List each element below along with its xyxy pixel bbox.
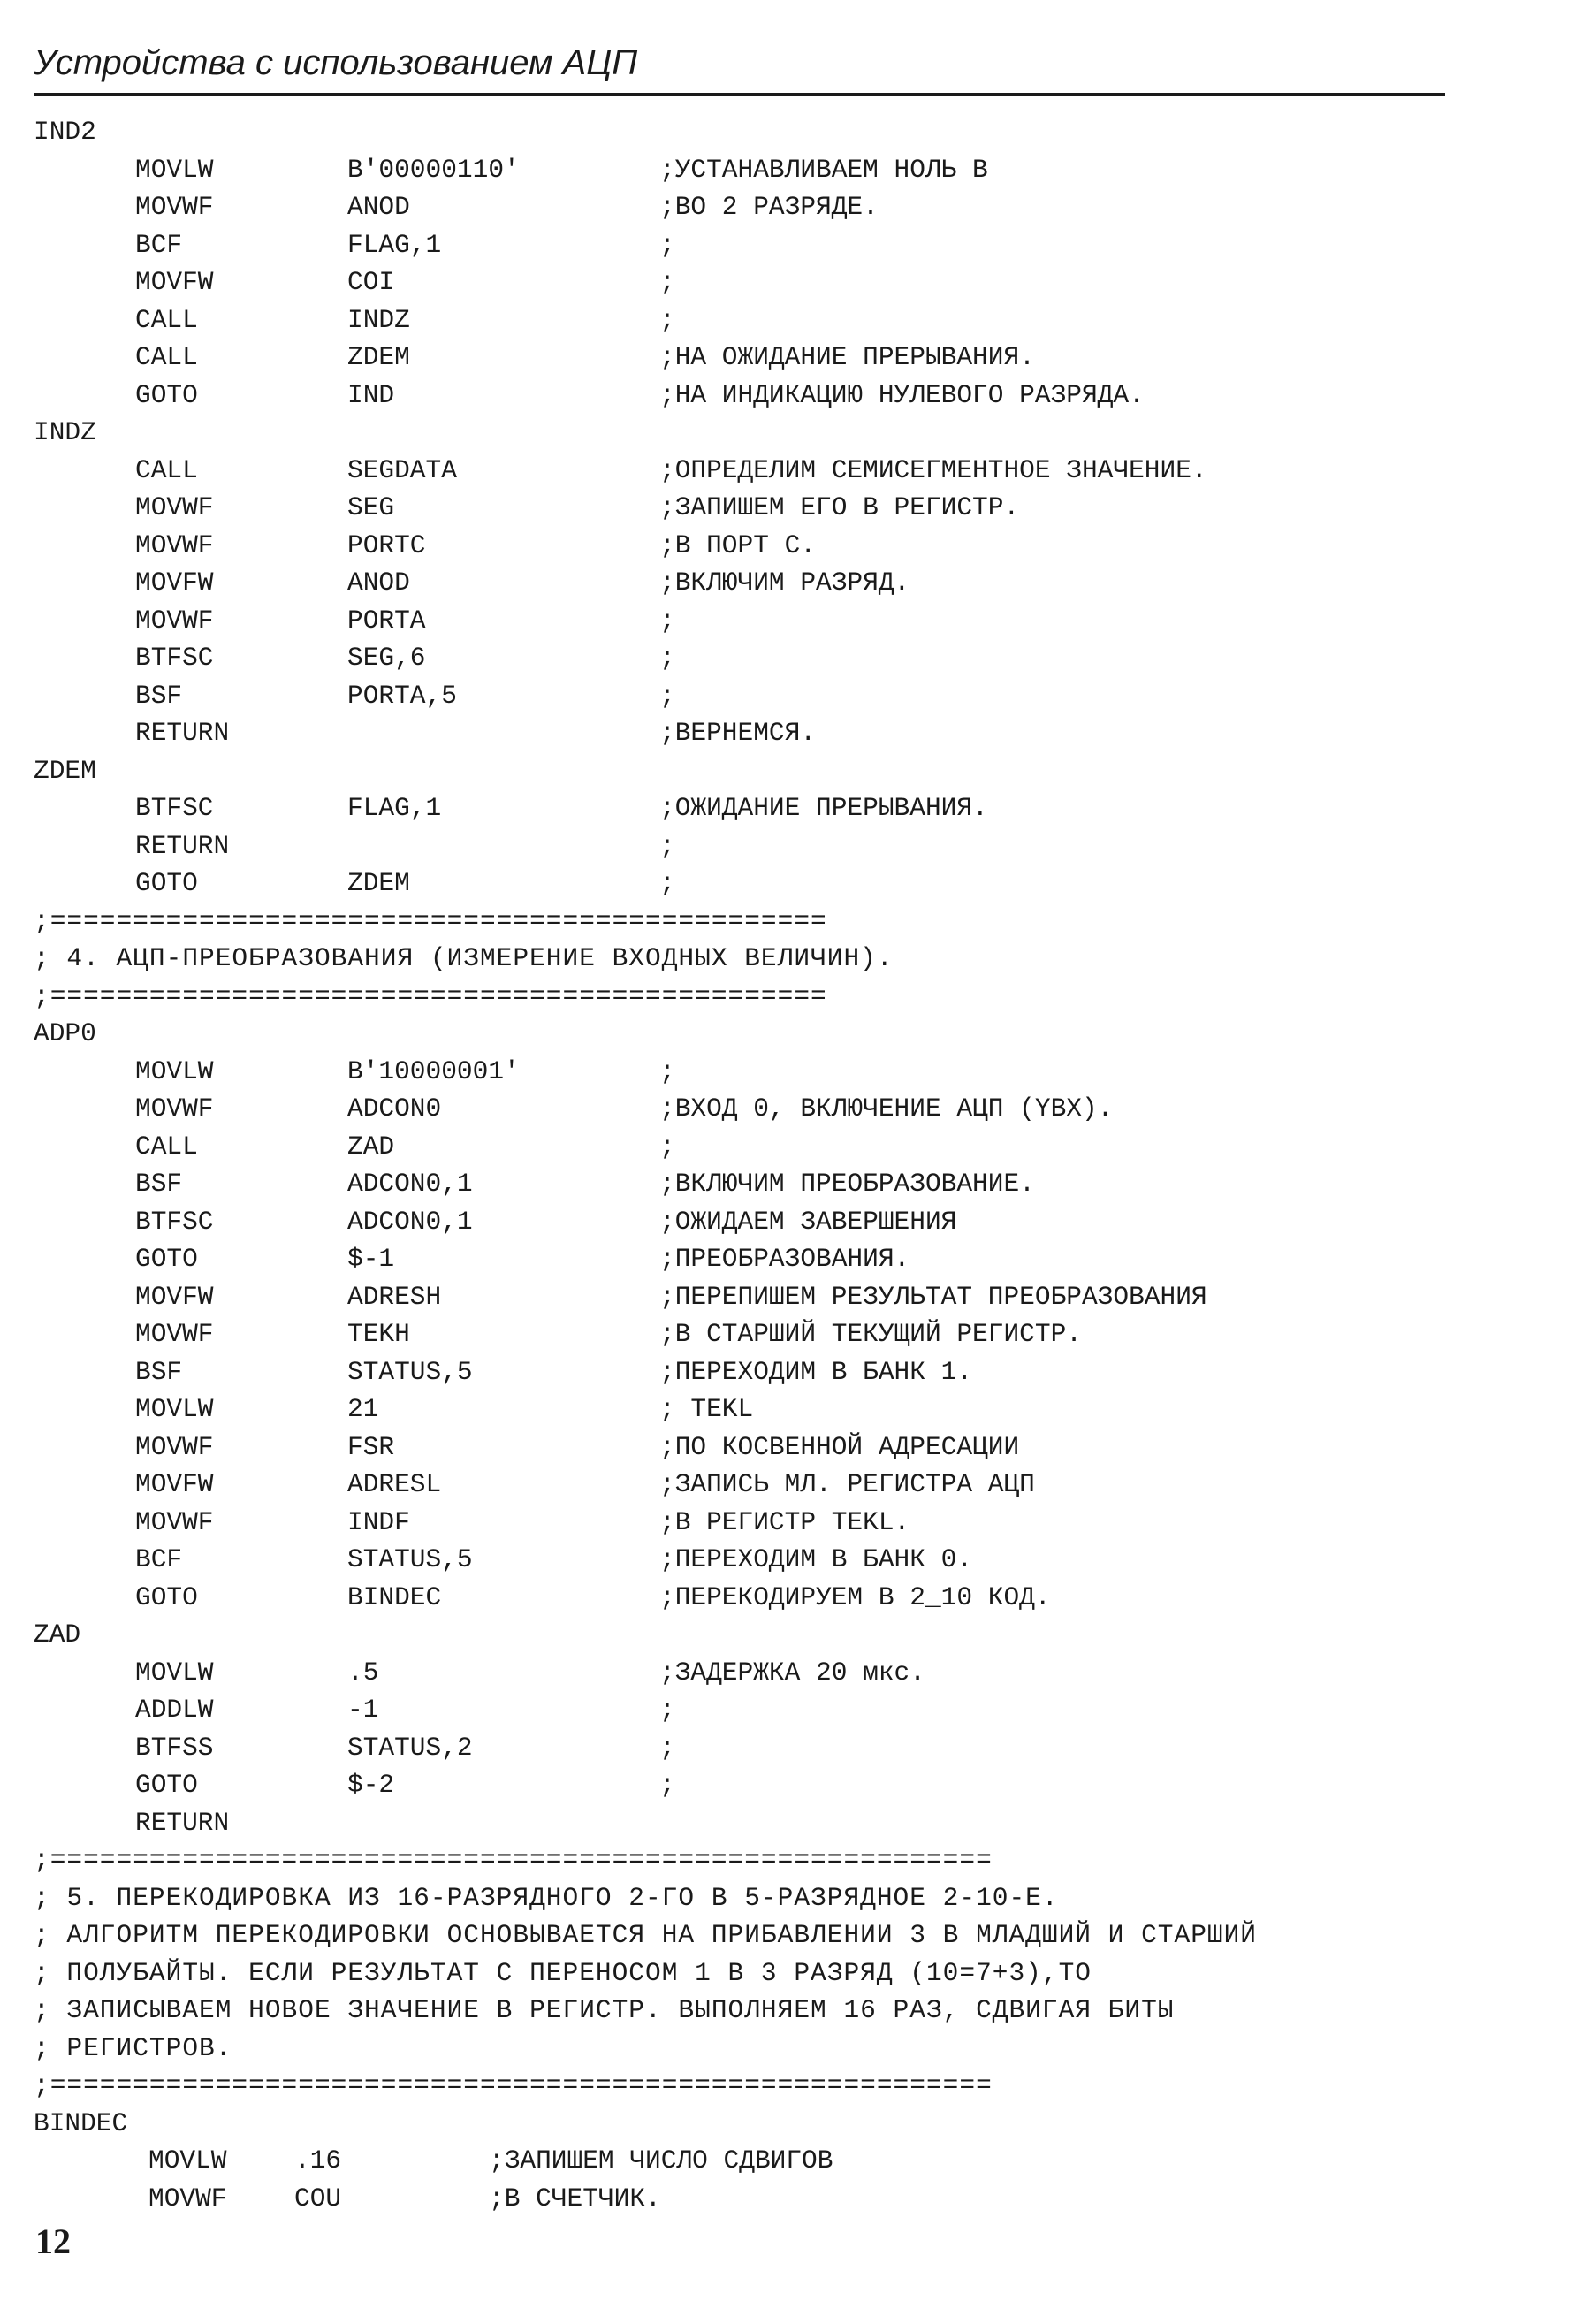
code-comment: ;ЗАПИШЕМ ЧИСЛО СДВИГОВ — [489, 2145, 833, 2175]
code-comment: ;В СТАРШИЙ ТЕКУЩИЙ РЕГИСТР. — [659, 1319, 1082, 1349]
code-comment: ; — [659, 830, 675, 861]
code-mnemonic: MOVWF — [135, 605, 214, 636]
code-comment: ;НА ОЖИДАНИЕ ПРЕРЫВАНИЯ. — [659, 342, 1035, 372]
page-number: 12 — [35, 2221, 71, 2261]
code-mnemonic: MOVWF — [135, 1506, 214, 1537]
code-label: ZDEM — [34, 755, 96, 786]
code-mnemonic: MOVFW — [135, 267, 214, 297]
code-mnemonic: RETURN — [135, 830, 230, 861]
code-operand: PORTA,5 — [347, 680, 457, 711]
code-mnemonic: CALL — [135, 454, 198, 485]
code-comment: ;ПЕРЕПИШЕМ РЕЗУЛЬТАТ ПРЕОБРАЗОВАНИЯ — [659, 1281, 1207, 1312]
code-mnemonic: BTFSC — [135, 1206, 214, 1237]
code-comment: ; — [659, 605, 675, 636]
code-label: IND2 — [34, 117, 96, 147]
code-mnemonic: GOTO — [135, 868, 198, 898]
code-operand: ANOD — [347, 568, 410, 598]
code-mnemonic: GOTO — [135, 1581, 198, 1612]
code-operand: ADCON0,1 — [347, 1206, 473, 1237]
code-operand: COU — [294, 2183, 342, 2214]
code-mnemonic: MOVLW — [135, 1394, 214, 1424]
code-operand: ZDEM — [347, 868, 410, 898]
code-mnemonic: BSF — [135, 1169, 183, 1199]
code-comment: ; — [659, 304, 675, 335]
code-mnemonic: MOVWF — [135, 1431, 214, 1462]
code-label: ADP0 — [34, 1018, 96, 1048]
code-operand: ADRESL — [347, 1469, 442, 1499]
code-comment: ;ПЕРЕХОДИМ В БАНК 1. — [659, 1356, 973, 1387]
code-comment: ;ВХОД 0, ВКЛЮЧЕНИЕ АЦП (YBX). — [659, 1093, 1114, 1124]
code-comment: ;ОЖИДАЕМ ЗАВЕРШЕНИЯ — [659, 1206, 957, 1237]
code-comment: ; — [659, 1770, 675, 1800]
code-operand: TEKH — [347, 1319, 410, 1349]
code-operand: PORTA — [347, 605, 426, 636]
code-operand: ZAD — [347, 1131, 395, 1162]
code-comment: ; — [659, 1055, 675, 1086]
code-label: BINDEC — [34, 2107, 128, 2138]
code-comment: ; — [659, 643, 675, 673]
code-operand: IND — [347, 379, 395, 410]
code-mnemonic: BTFSS — [135, 1732, 214, 1763]
code-mnemonic: CALL — [135, 304, 198, 335]
code-comment: ;ЗАПИСЬ МЛ. РЕГИСТРА АЦП — [659, 1469, 1035, 1499]
code-mnemonic: BCF — [135, 229, 183, 260]
code-operand: PORTC — [347, 530, 426, 560]
code-comment: ;В СЧЕТЧИК. — [489, 2183, 661, 2214]
code-mnemonic: MOVFW — [135, 568, 214, 598]
code-comment-line: ;========================================================= — [34, 2070, 993, 2100]
code-operand: FLAG,1 — [347, 229, 442, 260]
code-mnemonic: BSF — [135, 680, 183, 711]
code-comment: ;ОЖИДАНИЕ ПРЕРЫВАНИЯ. — [659, 793, 988, 823]
code-comment-line: ; ПОЛУБАЙТЫ. ЕСЛИ РЕЗУЛЬТАТ С ПЕРЕНОСОМ 1 В 3 РАЗРЯД (10=7+3),ТО — [34, 1957, 1092, 1988]
code-comment-line: ; РЕГИСТРОВ. — [34, 2032, 232, 2063]
code-mnemonic: MOVLW — [135, 154, 214, 185]
code-mnemonic: BCF — [135, 1544, 183, 1574]
code-operand: $-1 — [347, 1244, 395, 1274]
code-mnemonic: MOVWF — [135, 1319, 214, 1349]
code-comment: ;ПО КОСВЕННОЙ АДРЕСАЦИИ — [659, 1431, 1020, 1462]
code-comment: ; — [659, 229, 675, 260]
code-operand: ANOD — [347, 192, 410, 222]
code-label: INDZ — [34, 417, 96, 447]
code-operand: SEG — [347, 492, 395, 522]
code-operand: SEGDATA — [347, 454, 457, 485]
code-mnemonic: MOVLW — [148, 2145, 227, 2175]
code-comment: ;ПРЕОБРАЗОВАНИЯ. — [659, 1244, 910, 1274]
code-comment: ; — [659, 1131, 675, 1162]
code-comment: ;ВО 2 РАЗРЯДЕ. — [659, 192, 879, 222]
code-comment: ;УСТАНАВЛИВАЕМ НОЛЬ В — [659, 154, 988, 185]
code-operand: ADCON0,1 — [347, 1169, 473, 1199]
code-mnemonic: MOVWF — [135, 1093, 214, 1124]
code-mnemonic: MOVFW — [135, 1469, 214, 1499]
code-comment: ; — [659, 1695, 675, 1725]
code-operand: SEG,6 — [347, 643, 426, 673]
code-operand: STATUS,5 — [347, 1544, 473, 1574]
code-comment: ;ПЕРЕХОДИМ В БАНК 0. — [659, 1544, 973, 1574]
code-mnemonic: BTFSC — [135, 643, 214, 673]
code-mnemonic: MOVLW — [135, 1657, 214, 1688]
code-mnemonic: MOVWF — [135, 192, 214, 222]
code-comment-line: ;=============================================== — [34, 980, 827, 1011]
code-comment-line: ; 4. АЦП-ПРЕОБРАЗОВАНИЯ (ИЗМЕРЕНИЕ ВХОДНЫХ ВЕЛИЧИН). — [34, 943, 894, 973]
code-comment: ;ВКЛЮЧИМ ПРЕОБРАЗОВАНИЕ. — [659, 1169, 1035, 1199]
code-comment: ; — [659, 680, 675, 711]
code-mnemonic: MOVLW — [135, 1055, 214, 1086]
code-mnemonic: CALL — [135, 342, 198, 372]
header-title: Устройства с использованием АЦП — [34, 43, 638, 82]
code-operand: ADCON0 — [347, 1093, 442, 1124]
code-label: ZAD — [34, 1619, 81, 1650]
code-operand: STATUS,2 — [347, 1732, 473, 1763]
code-mnemonic: CALL — [135, 1131, 198, 1162]
code-mnemonic: MOVWF — [135, 492, 214, 522]
code-comment: ;НА ИНДИКАЦИЮ НУЛЕВОГО РАЗРЯДА. — [659, 379, 1145, 410]
code-operand: INDZ — [347, 304, 410, 335]
code-comment-line: ; АЛГОРИТМ ПЕРЕКОДИРОВКИ ОСНОВЫВАЕТСЯ НА ПРИБАВЛЕНИИ 3 В МЛАДШИЙ И СТАРШИЙ — [34, 1920, 1258, 1950]
code-operand: COI — [347, 267, 395, 297]
code-operand: .5 — [347, 1657, 379, 1688]
code-comment: ;ОПРЕДЕЛИМ СЕМИСЕГМЕНТНОЕ ЗНАЧЕНИЕ. — [659, 454, 1207, 485]
code-operand: B'00000110' — [347, 154, 520, 185]
code-operand: FLAG,1 — [347, 793, 442, 823]
code-operand: STATUS,5 — [347, 1356, 473, 1387]
code-operand: ADRESH — [347, 1281, 442, 1312]
code-mnemonic: RETURN — [135, 1807, 230, 1838]
code-operand: -1 — [347, 1695, 379, 1725]
code-operand: .16 — [294, 2145, 342, 2175]
code-comment: ;В ПОРТ С. — [659, 530, 817, 560]
code-mnemonic: MOVWF — [135, 530, 214, 560]
code-mnemonic: BSF — [135, 1356, 183, 1387]
code-comment: ; TEKL — [659, 1394, 754, 1424]
code-operand: ZDEM — [347, 342, 410, 372]
code-mnemonic: RETURN — [135, 718, 230, 748]
code-comment: ;ЗАДЕРЖКА 20 мкс. — [659, 1657, 925, 1688]
code-operand: INDF — [347, 1506, 410, 1537]
code-operand: FSR — [347, 1431, 395, 1462]
code-comment-line: ;=============================================== — [34, 905, 827, 936]
code-mnemonic: GOTO — [135, 1244, 198, 1274]
code-mnemonic: ADDLW — [135, 1695, 214, 1725]
code-operand: $-2 — [347, 1770, 395, 1800]
code-mnemonic: MOVFW — [135, 1281, 214, 1312]
code-comment-line: ; 5. ПЕРЕКОДИРОВКА ИЗ 16-РАЗРЯДНОГО 2-ГО В 5-РАЗРЯДНОЕ 2-10-Е. — [34, 1882, 1059, 1913]
code-operand: 21 — [347, 1394, 379, 1424]
code-comment: ;ВЕРНЕМСЯ. — [659, 718, 817, 748]
code-operand: BINDEC — [347, 1581, 442, 1612]
code-comment: ; — [659, 868, 675, 898]
code-comment: ;В РЕГИСТР TEKL. — [659, 1506, 910, 1537]
running-header — [34, 40, 1445, 96]
code-mnemonic: GOTO — [135, 379, 198, 410]
code-comment-line: ;========================================================= — [34, 1845, 993, 1875]
code-comment: ;ПЕРЕКОДИРУЕМ В 2_10 КОД. — [659, 1581, 1051, 1612]
code-operand: B'10000001' — [347, 1055, 520, 1086]
code-mnemonic: MOVWF — [148, 2183, 227, 2214]
code-comment: ;ВКЛЮЧИМ РАЗРЯД. — [659, 568, 910, 598]
code-mnemonic: GOTO — [135, 1770, 198, 1800]
code-comment: ; — [659, 1732, 675, 1763]
code-comment-line: ; ЗАПИСЫВАЕМ НОВОЕ ЗНАЧЕНИЕ В РЕГИСТР. ВЫПОЛНЯЕМ 16 РАЗ, СДВИГАЯ БИТЫ — [34, 1995, 1175, 2025]
code-mnemonic: BTFSC — [135, 793, 214, 823]
code-comment: ;ЗАПИШЕМ ЕГО В РЕГИСТР. — [659, 492, 1020, 522]
code-comment: ; — [659, 267, 675, 297]
